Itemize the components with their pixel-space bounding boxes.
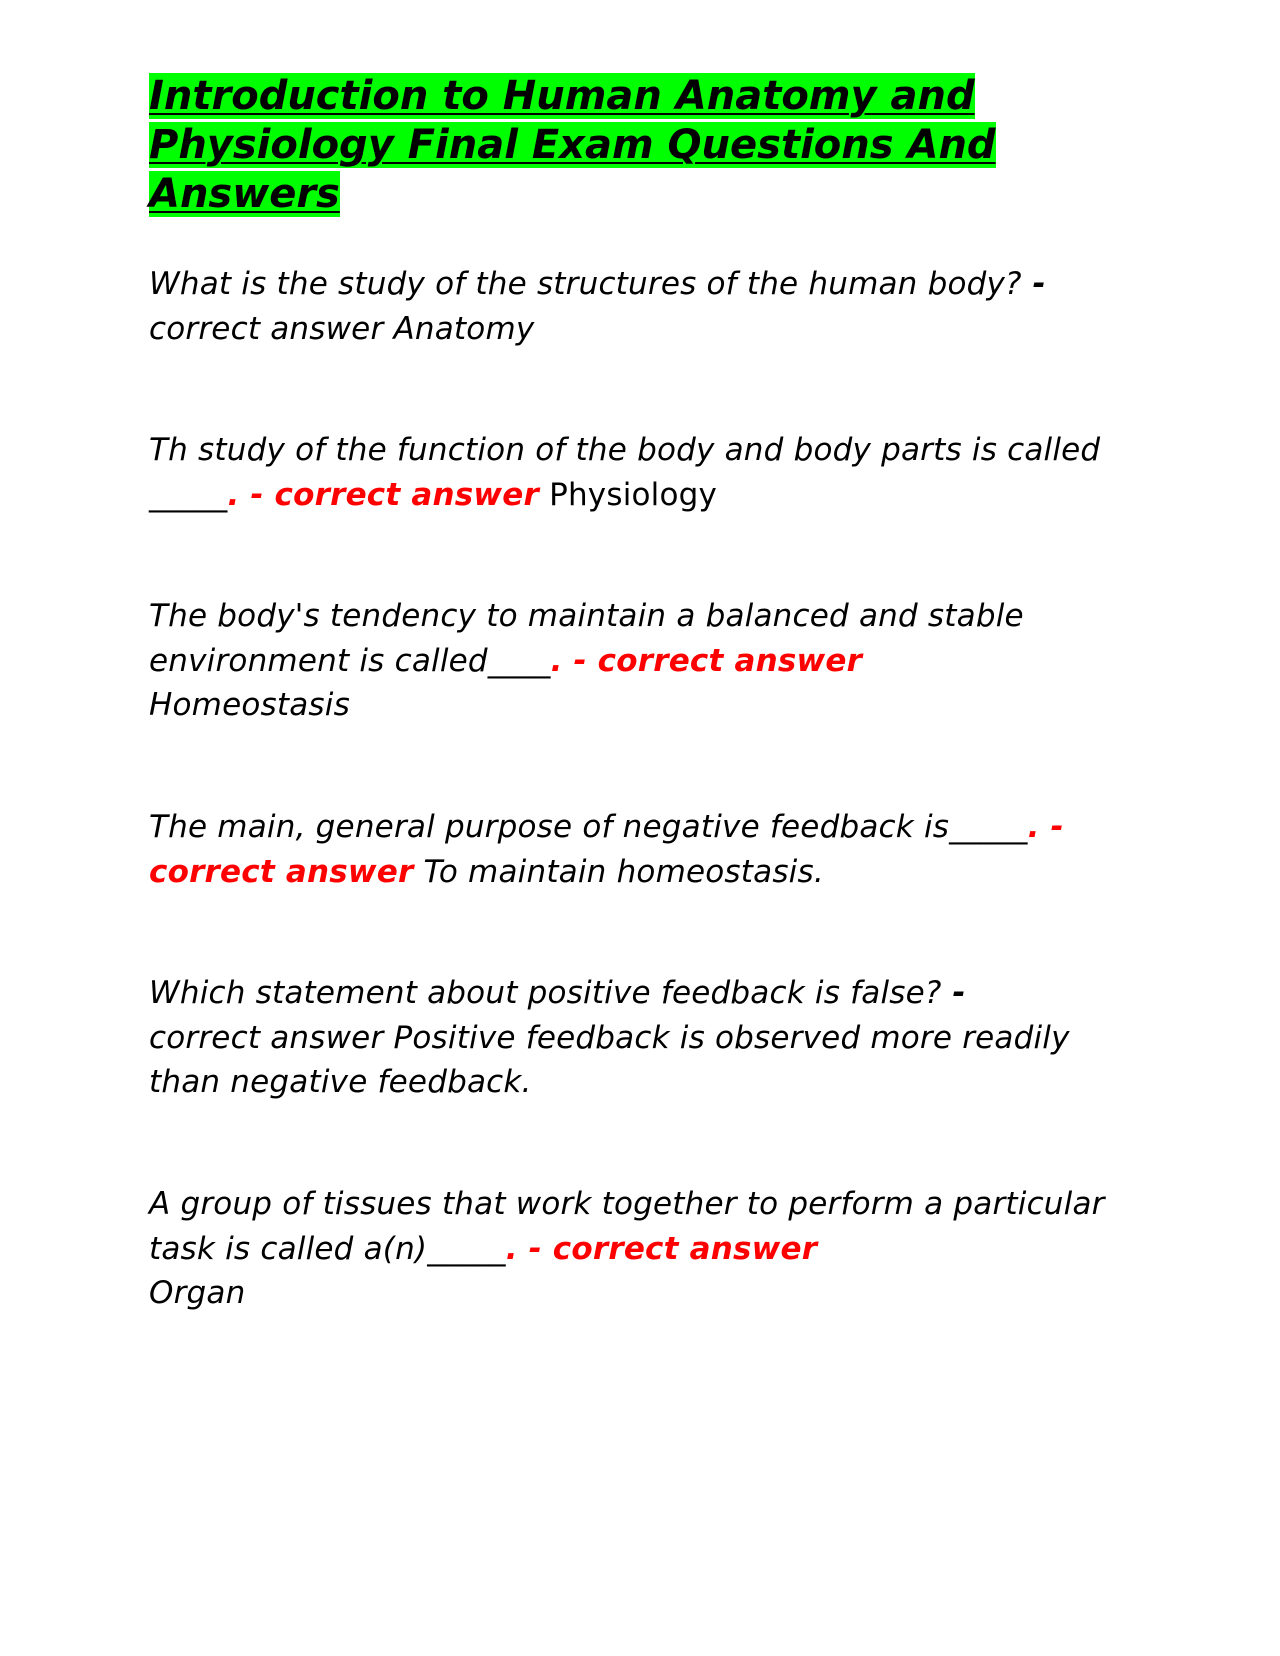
- answer-separator: . -: [505, 1230, 553, 1267]
- qa-item-5: [149, 971, 1139, 1105]
- question-text: Th study of the function of the body and body parts is called _____: [149, 432, 1101, 513]
- qa-item-2: [149, 428, 1139, 517]
- answer-separator: . -: [227, 476, 275, 513]
- answer-text: To maintain homeostasis.: [423, 853, 824, 890]
- qa-item-4: [149, 805, 1139, 894]
- answer-text: Physiology: [549, 476, 718, 513]
- document-title: [149, 72, 1079, 219]
- qa-item-6: [149, 1182, 1139, 1316]
- title-line-1: Introduction to Human Anatomy and: [149, 73, 975, 119]
- answer-text: Positive feedback is observed more readily than negative feedback.: [149, 1019, 1070, 1100]
- question-text: A group of tissues that work together to perform a particular task is called a(n)_____: [149, 1186, 1105, 1267]
- qa-item-3: [149, 594, 1139, 728]
- answer-label: correct answer: [149, 853, 414, 890]
- answer-separator: -: [1021, 266, 1046, 302]
- answer-label: correct answer: [149, 310, 384, 347]
- answer-label: correct answer: [149, 1019, 384, 1056]
- answer-separator: . -: [550, 642, 598, 679]
- qa-item-1: [149, 262, 1139, 351]
- question-text: The main, general purpose of negative feedback is_____: [149, 809, 1028, 845]
- answer-label: correct answer: [552, 1230, 818, 1267]
- title-line-3: Answers: [149, 171, 340, 217]
- answer-text: Anatomy: [393, 310, 535, 347]
- question-text: The body's tendency to maintain a balanced and stable environment is called____: [149, 598, 1024, 679]
- answer-separator: . -: [1027, 809, 1064, 845]
- question-text: Which statement about positive feedback is false?: [149, 975, 942, 1011]
- title-line-2: Physiology Final Exam Questions And: [149, 122, 996, 168]
- question-text: What is the study of the structures of the human body?: [149, 266, 1022, 302]
- answer-separator: -: [941, 975, 966, 1011]
- answer-label: correct answer: [597, 642, 863, 679]
- answer-text: Homeostasis: [149, 687, 350, 723]
- answer-label: correct answer: [274, 476, 539, 513]
- answer-text: Organ: [149, 1275, 246, 1311]
